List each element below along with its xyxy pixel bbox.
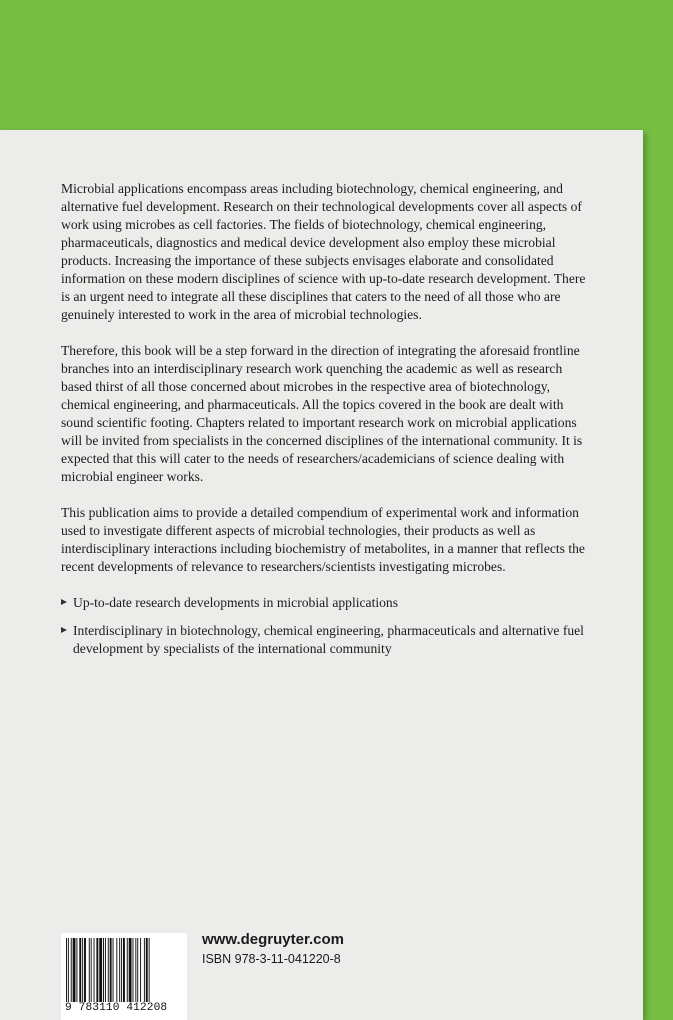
barcode-bar	[146, 938, 148, 1002]
description-paragraph-2: Therefore, this book will be a step forward in the direction of integrating the aforesaid frontline branches into an interdisciplinary research work quenching the academic as well as research based thirst of all those concerned about microbes in the respective area of biotechnology, chemical engineering, and pharmaceuticals. All the topics covered in the book are dealt with sound scientific footing. Chapters related to important research work on microbial applications will be invited from specialists in the concerned disciplines of the international community. It is expected that this will cater to the needs of researchers/academicians of science dealing with microbial engineer works.	[61, 343, 583, 484]
back-cover-panel	[0, 130, 643, 1020]
barcode-bar	[133, 938, 134, 1002]
barcode-bar	[99, 938, 102, 1002]
barcode-bar	[110, 938, 112, 1002]
barcode-bar	[84, 938, 86, 1002]
barcode-bar	[82, 938, 83, 1002]
barcode-bar	[108, 938, 109, 1002]
barcode-bar	[91, 938, 92, 1002]
barcode-bar	[123, 938, 125, 1002]
highlight-list	[61, 594, 586, 658]
barcode-bar	[66, 938, 67, 1002]
highlight-text: Interdisciplinary in biotechnology, chemical engineering, pharmaceuticals and alternative fuel development by specialists of the international community	[73, 623, 584, 656]
barcode-icon	[64, 938, 184, 1002]
barcode-bar	[119, 938, 120, 1002]
barcode-bar	[129, 938, 132, 1002]
publisher-url[interactable]: www.degruyter.com	[202, 931, 344, 948]
barcode-digits: 9 783110 412208	[65, 1002, 168, 1014]
barcode-bar	[116, 938, 117, 1002]
barcode-bar	[137, 938, 138, 1002]
description-text	[61, 180, 586, 668]
barcode-bar	[149, 938, 150, 1002]
barcode	[61, 933, 187, 1020]
barcode-bar	[68, 938, 69, 1002]
barcode-bar	[94, 938, 95, 1002]
barcode-bar	[73, 938, 76, 1002]
highlight-text: Up-to-date research developments in microbial applications	[73, 595, 399, 610]
barcode-bar	[144, 938, 145, 1002]
highlight-item	[61, 594, 586, 612]
highlight-item	[61, 622, 586, 658]
bullet-triangle-icon	[61, 599, 67, 605]
barcode-bar	[113, 938, 114, 1002]
barcode-bar	[127, 938, 128, 1002]
barcode-bar	[121, 938, 122, 1002]
bullet-triangle-icon	[61, 627, 67, 633]
barcode-bar	[89, 938, 90, 1002]
description-paragraph-1: Microbial applications encompass areas including biotechnology, chemical engineering, and alternative fuel development. Research on their technological developments cover all aspects of work using microbes as cell factories. The fields of biotechnology, chemical engineering, pharmaceuticals, diagnostics and medical device development also employ these microbial products. Increasing the importance of these subjects envisages elaborate and consolidated information on these modern disciplines of science with up-to-date research development. There is an urgent need to integrate all these disciplines that caters to the need of all those who are genuinely interested to work in the area of microbial technologies.	[61, 181, 586, 322]
isbn-number: ISBN 978-3-11-041220-8	[202, 952, 341, 966]
barcode-bar	[140, 938, 141, 1002]
barcode-bar	[105, 938, 106, 1002]
description-paragraph-3: This publication aims to provide a detailed compendium of experimental work and information used to investigate different aspects of microbial technologies, their products as well as interdisciplinary interactions including biochemistry of metabolites, in a manner that reflects the recent developments of relevance to researchers/scientists investigating microbes.	[61, 505, 585, 574]
barcode-bar	[135, 938, 136, 1002]
barcode-bar	[103, 938, 104, 1002]
barcode-bar	[96, 938, 98, 1002]
barcode-bar	[76, 938, 77, 1002]
barcode-bar	[71, 938, 72, 1002]
barcode-bar	[79, 938, 81, 1002]
